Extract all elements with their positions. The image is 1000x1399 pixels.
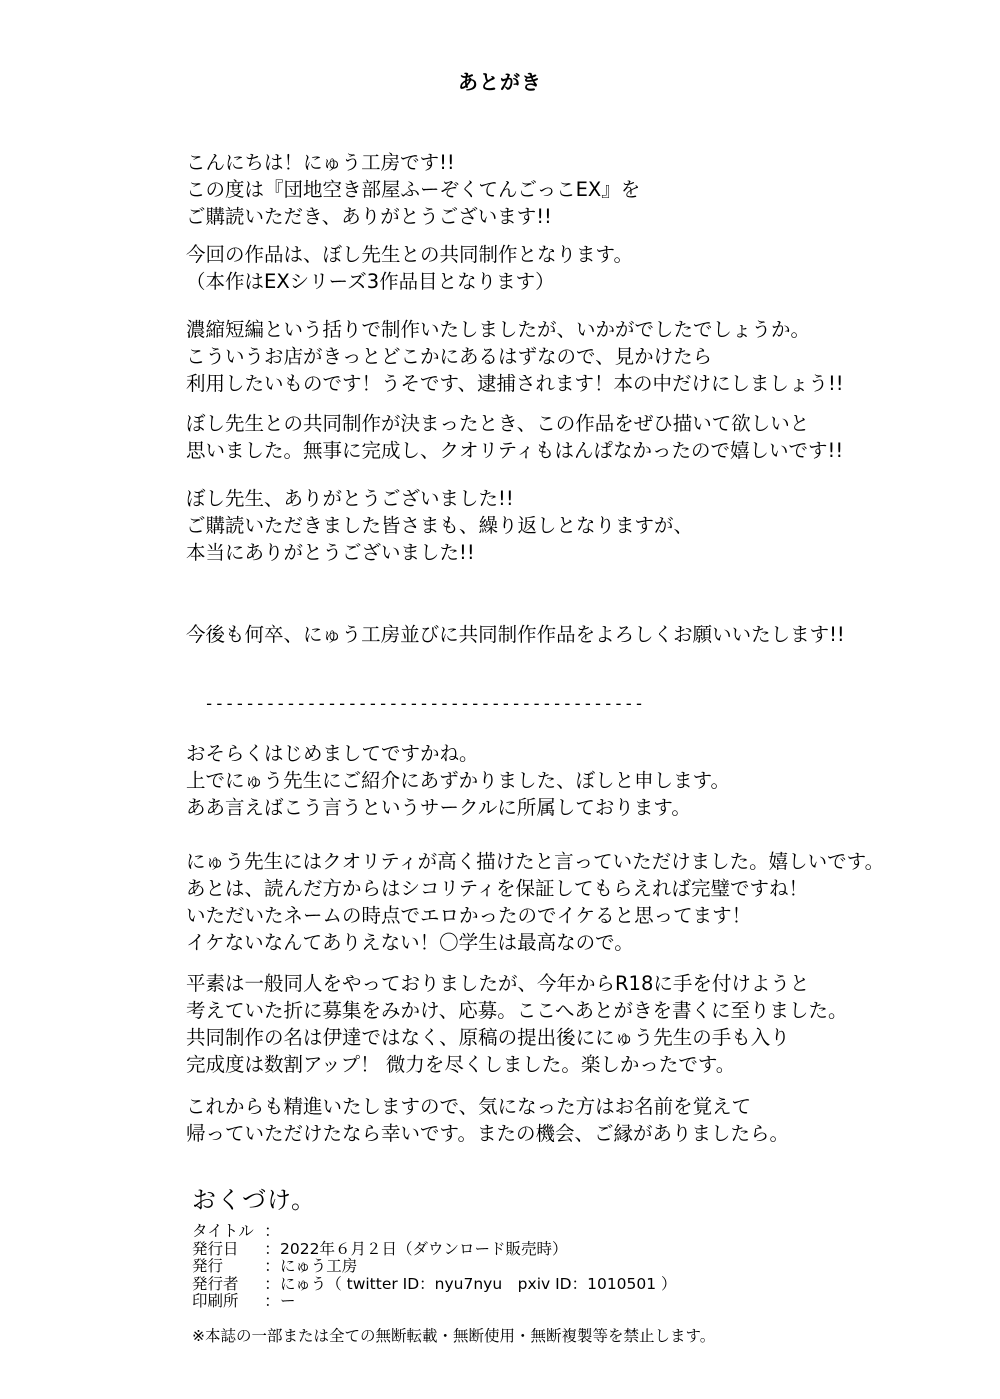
- background-paragraph: [186, 970, 906, 1078]
- decision-paragraph: [186, 410, 906, 464]
- colophon-title: おくづけ。: [192, 1186, 317, 1214]
- text-line: （本作はEXシリーズ3作品目となります）: [186, 270, 555, 293]
- text-line: これからも精進いたしますので、気になった方はお名前を覚えて: [186, 1095, 752, 1118]
- text-line: 上でにゅう先生にご紹介にあずかりました、ぼしと申します。: [186, 769, 731, 792]
- text-line: おそらくはじめましてですかね。: [186, 742, 479, 765]
- text-line: こういうお店がきっとどこかにあるはずなので、見かけたら: [186, 345, 713, 368]
- colophon-label: 発行日: [192, 1239, 239, 1258]
- section-divider: -------------------------------------------: [204, 694, 645, 714]
- text-line: ぼし先生との共同制作が決まったとき、この作品をぜひ描いて欲しいと: [186, 412, 810, 435]
- colophon-row-issuer: [192, 1276, 677, 1294]
- page-heading: あとがき: [458, 70, 542, 94]
- farewell-paragraph: [186, 1093, 906, 1147]
- colophon-value: にゅう（ twitter ID：nyu7nyu pxiv ID：1010501 ）: [280, 1274, 677, 1293]
- colophon-row-date: [192, 1241, 677, 1259]
- text-line: 考えていた折に募集をみかけ、応募。ここへあとがきを書くに至りました。: [186, 999, 848, 1022]
- text-line: 完成度は数割アップ！ 微力を尽くしました。楽しかったです。: [186, 1053, 736, 1076]
- text-line: ご購読いただき、ありがとうございます!!: [186, 205, 552, 228]
- colophon-table: [192, 1223, 677, 1311]
- text-line: 今回の作品は、ぼし先生との共同制作となります。: [186, 243, 633, 266]
- closing-paragraph: [186, 621, 906, 648]
- text-line: 帰っていただけたなら幸いです。またの機会、ご縁がありましたら。: [186, 1122, 789, 1145]
- thanks-paragraph: [186, 485, 906, 566]
- greeting-paragraph: [186, 149, 906, 230]
- text-line: いただいたネームの時点でエロかったのでイケると思ってます！: [186, 904, 752, 927]
- text-line: こんにちは！にゅう工房です!!: [186, 151, 455, 174]
- text-line: ぼし先生、ありがとうございました!!: [186, 487, 514, 510]
- colophon-value: 2022年６月２日（ダウンロード販売時）: [280, 1239, 568, 1258]
- text-line: 今後も何卒、にゅう工房並びに共同制作作品をよろしくお願いいたします!!: [186, 623, 845, 646]
- text-line: 濃縮短編という括りで制作いたしましたが、いかがでしたでしょうか。: [186, 318, 811, 341]
- copyright-notice: ※本誌の一部または全ての無断転載・無断使用・無断複製等を禁止します。: [192, 1327, 716, 1345]
- introduction-paragraph: [186, 740, 906, 821]
- colophon-label: タイトル: [192, 1222, 254, 1240]
- text-line: あとは、読んだ方からはシコリティを保証してもらえれば完璧ですね！: [186, 877, 809, 900]
- concept-paragraph: [186, 316, 906, 397]
- colophon-value: ー: [280, 1292, 296, 1310]
- text-line: にゅう先生にはクオリティが高く描けたと言っていただけました。嬉しいです。: [186, 850, 885, 873]
- text-line: 平素は一般同人をやっておりましたが、今年からR18に手を付けようと: [186, 972, 810, 995]
- colophon-separator: ：: [264, 1257, 280, 1275]
- colophon-row-publisher: [192, 1258, 677, 1276]
- text-line: この度は『団地空き部屋ふーぞくてんごっこEX』を: [186, 178, 641, 201]
- colophon-label: 発行: [192, 1257, 224, 1275]
- colophon-row-title: [192, 1223, 677, 1241]
- text-line: ご購読いただきました皆さまも、繰り返しとなりますが、: [186, 514, 694, 537]
- colophon-separator: ：: [264, 1292, 280, 1310]
- colophon-label: 発行者: [192, 1274, 239, 1293]
- colophon-row-printer: [192, 1293, 677, 1311]
- text-line: 共同制作の名は伊達ではなく、原稿の提出後ににゅう先生の手も入り: [186, 1026, 790, 1049]
- quality-paragraph: [186, 848, 906, 956]
- text-line: 思いました。無事に完成し、クオリティもはんぱなかったので嬉しいです!!: [186, 439, 844, 462]
- colophon-value: にゅう工房: [280, 1257, 358, 1275]
- text-line: 利用したいものです！うそです、逮捕されます！本の中だけにしましょう!!: [186, 372, 844, 395]
- colophon-separator: ：: [264, 1274, 280, 1293]
- text-line: 本当にありがとうございました!!: [186, 541, 475, 564]
- colophon-label: 印刷所: [192, 1292, 239, 1310]
- colophon-separator: ：: [264, 1222, 280, 1240]
- text-line: イケないなんてありえない！〇学生は最高なので。: [186, 931, 634, 954]
- colophon-separator: ：: [264, 1239, 280, 1258]
- collaboration-paragraph: [186, 241, 906, 295]
- text-line: ああ言えばこう言うというサークルに所属しております。: [186, 796, 691, 819]
